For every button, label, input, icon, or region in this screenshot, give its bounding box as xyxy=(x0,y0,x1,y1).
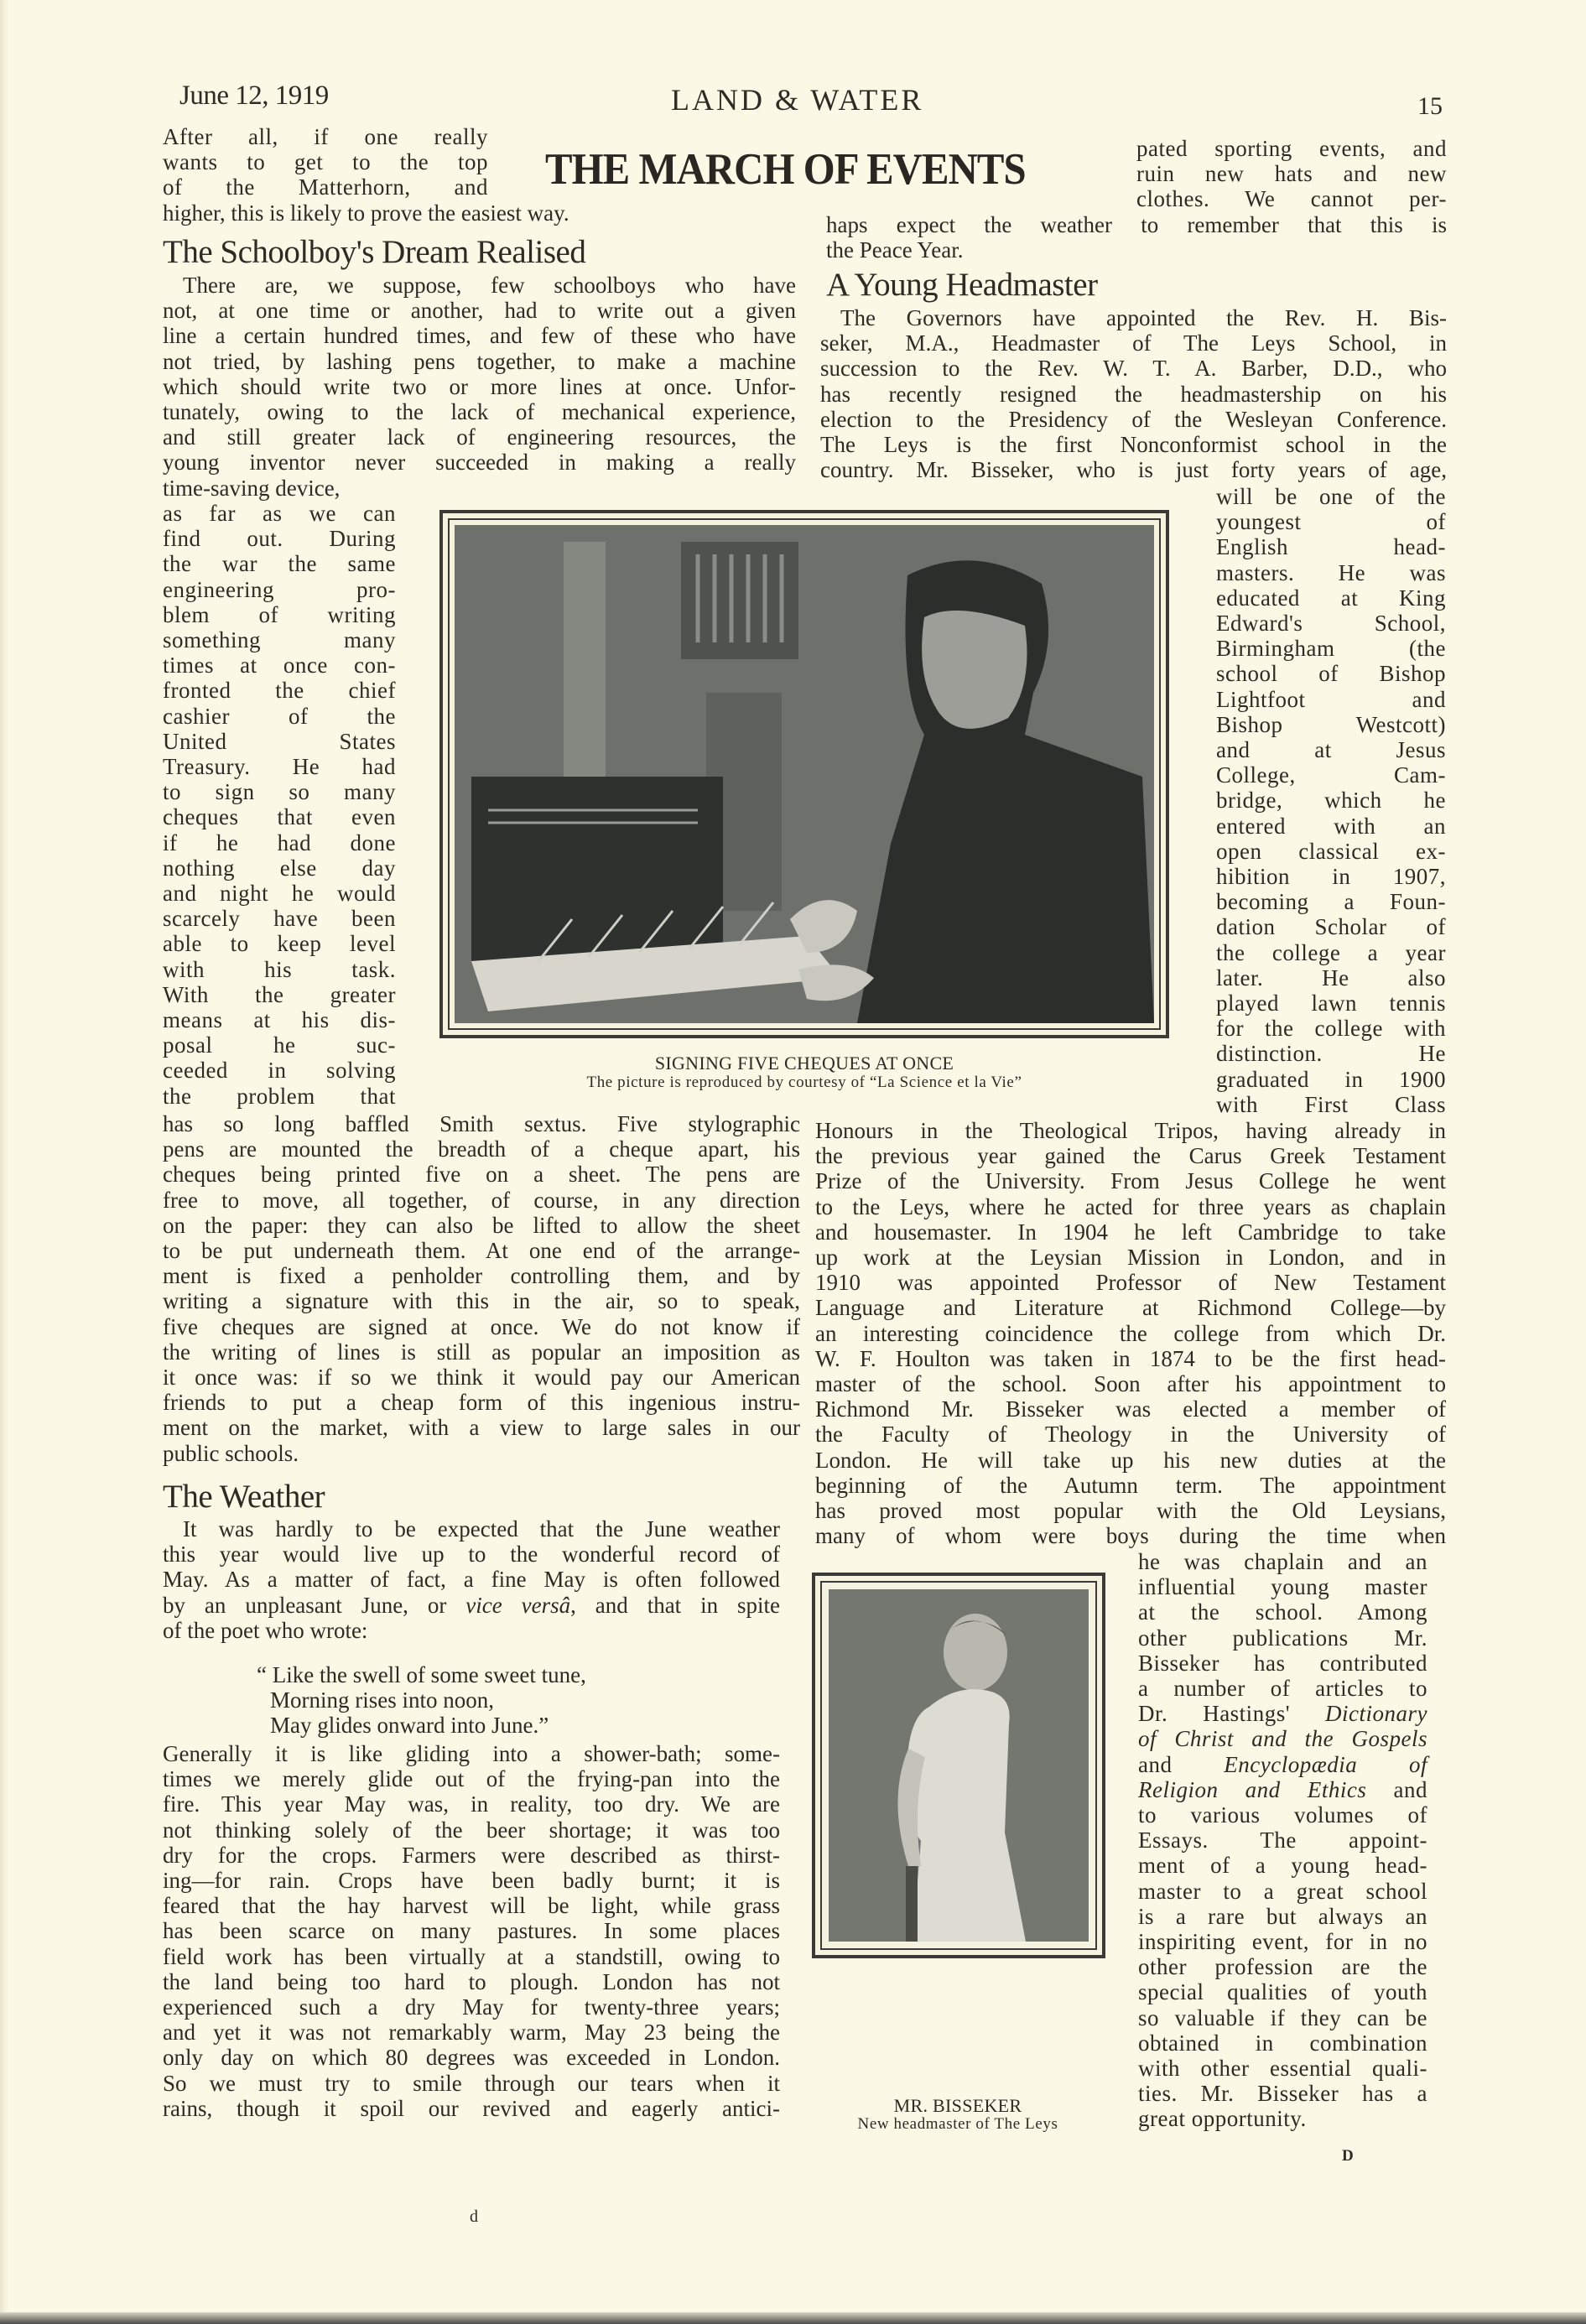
intro-narrow xyxy=(163,124,488,200)
text-line: entered with an xyxy=(1216,813,1446,839)
headmaster-paragraph xyxy=(820,305,1447,482)
text-line: ruin new hats and new xyxy=(1136,161,1447,187)
text-line: Birmingham (the xyxy=(1216,636,1446,662)
text-line: youngest of xyxy=(1216,509,1446,535)
text-line: beginning of the Autumn term. The appointment xyxy=(815,1472,1446,1498)
text-line: to various volumes of xyxy=(1138,1802,1427,1828)
text-line: to sign so many xyxy=(163,779,396,805)
text-line: W. F. Houlton was taken in 1874 to be the first head- xyxy=(815,1345,1446,1371)
text-line: distinction. He xyxy=(1216,1041,1446,1067)
text-line: nothing else day xyxy=(163,855,396,881)
text-line: as far as we can xyxy=(163,501,396,526)
heading-schoolboy: The Schoolboy's Dream Realised xyxy=(163,234,586,270)
text-line: Essays. The appoint- xyxy=(1138,1827,1427,1853)
text-line: pated sporting events, and xyxy=(1136,136,1447,161)
headmaster-narrow-column xyxy=(1216,484,1446,1117)
text-line: ceeded in solving xyxy=(163,1058,396,1084)
text-line: Language and Literature at Richmond College—by xyxy=(815,1295,1446,1321)
text-line: With the greater xyxy=(163,981,396,1007)
text-line: Prize of the University. From Jesus College he went xyxy=(815,1168,1446,1194)
text-line: tunately, owing to the lack of mechanical experience, xyxy=(163,399,796,425)
text-line: influential young master xyxy=(1138,1574,1427,1600)
text-line: not thinking solely of the beer shortage; it was too xyxy=(163,1817,780,1843)
text-line: London. He will take up his new duties at the xyxy=(815,1447,1446,1473)
text-line: It was hardly to be expected that the June weather xyxy=(183,1516,780,1542)
text-fragment: and xyxy=(1138,1751,1173,1777)
text-line: master of the school. Soon after his appointment to xyxy=(815,1371,1446,1397)
verse-line: “ Like the swell of some sweet tune, xyxy=(257,1662,586,1687)
text-line: later. He also xyxy=(1216,964,1446,990)
text-line: writing a signature with this in the air, so to speak, xyxy=(163,1288,800,1314)
text-line: the writing of lines is still as popular an imposition as xyxy=(163,1339,800,1365)
text-line: ment of a young head- xyxy=(1138,1853,1427,1879)
section-title: THE MARCH OF EVENTS xyxy=(545,145,1026,194)
text-line: posal he suc- xyxy=(163,1032,396,1058)
italic-title: Encyclopædia xyxy=(1224,1751,1358,1777)
text-line xyxy=(163,1593,780,1618)
italic-title: Dictionary xyxy=(1325,1701,1427,1727)
text-line: has proved most popular with the Old Leysians, xyxy=(815,1498,1446,1524)
cheque-signing-illustration xyxy=(455,525,1154,1023)
text-line: master to a great school xyxy=(1138,1878,1427,1904)
text-line: So we must try to smile through our tears when it xyxy=(163,2070,780,2096)
text-line: higher, this is likely to prove the easiest way. xyxy=(163,200,569,226)
text-line: English head- xyxy=(1216,534,1446,560)
text-line: the land being too hard to plough. London has not xyxy=(163,1968,780,1994)
text-line: election to the Presidency of the Wesleyan Conference. xyxy=(820,406,1447,432)
text-line: played lawn tennis xyxy=(1216,990,1446,1016)
verse-line: Morning rises into noon, xyxy=(270,1687,494,1713)
text-line: times at once con- xyxy=(163,652,396,678)
text-line: the Faculty of Theology in the University of xyxy=(815,1422,1446,1448)
text-line: cheques being printed five on a sheet. The pens are xyxy=(163,1162,800,1188)
text-line: Richmond Mr. Bisseker was elected a member of xyxy=(815,1396,1446,1422)
text-line: 1910 was appointed Professor of New Testament xyxy=(815,1270,1446,1296)
text-line: ing—for rain. Crops have been badly burnt; it is xyxy=(163,1868,780,1894)
text-line: wants to get to the top xyxy=(163,149,488,175)
text-line: find out. During xyxy=(163,526,396,552)
text-line: school of Bishop xyxy=(1216,661,1446,687)
text-line xyxy=(1138,1777,1427,1802)
text-line: which should write two or more lines at once. Unfor- xyxy=(163,373,796,399)
text-line: other publications Mr. xyxy=(1138,1625,1427,1651)
text-line: something many xyxy=(163,627,396,653)
text-fragment: by an unpleasant June, or xyxy=(163,1592,447,1618)
cheque-signing-photo xyxy=(455,525,1154,1023)
text-line: the previous year gained the Carus Greek Testament xyxy=(815,1143,1446,1169)
text-line: masters. He was xyxy=(1216,559,1446,585)
text-line: if he had done xyxy=(163,829,396,855)
text-line: The Governors have appointed the Rev. H. Bis- xyxy=(840,305,1447,330)
text-line: has been scarce on many pastures. In some places xyxy=(163,1918,780,1944)
text-line: great opportunity. xyxy=(1138,2106,1307,2132)
text-line: seker, M.A., Headmaster of The Leys School, in xyxy=(820,330,1447,356)
text-line: hibition in 1907, xyxy=(1216,864,1446,890)
text-line: an interesting coincidence the college from which Dr. xyxy=(815,1320,1446,1346)
text-line: pens are mounted the breadth of a cheque apart, his xyxy=(163,1136,800,1162)
text-line: blem of writing xyxy=(163,601,396,627)
text-fragment: , and that in spite xyxy=(570,1592,781,1618)
text-line: means at his dis- xyxy=(163,1007,396,1033)
text-line: haps expect the weather to remember that this is xyxy=(826,212,1447,237)
text-line: scarcely have been xyxy=(163,906,396,932)
weather-continued-full xyxy=(826,212,1447,263)
signature-mark: D xyxy=(1342,2147,1354,2165)
text-line: open classical ex- xyxy=(1216,838,1446,864)
text-line: and yet it was not remarkably warm, May 23 being the xyxy=(163,2020,780,2046)
text-line: not, at one time or another, had to write out a given xyxy=(163,298,796,324)
text-line: clothes. We cannot per- xyxy=(1136,186,1447,212)
text-line: to the Leys, where he acted for three years as chaplain xyxy=(815,1193,1446,1219)
text-line: Lightfoot and xyxy=(1216,686,1446,712)
text-line: engineering pro- xyxy=(163,576,396,602)
text-line: with First Class xyxy=(1216,1091,1446,1117)
heading-headmaster: A Young Headmaster xyxy=(826,267,1098,303)
text-line: it once was: if so we think it would pay our American xyxy=(163,1365,800,1391)
text-line: times we merely glide out of the frying-pan into the xyxy=(163,1766,780,1792)
text-line: educated at King xyxy=(1216,585,1446,611)
schoolboy-paragraph xyxy=(163,273,796,476)
text-line: cashier of the xyxy=(163,703,396,729)
text-line: only day on which 80 degrees was exceeded in London. xyxy=(163,2045,780,2071)
text-line: fronted the chief xyxy=(163,678,396,704)
text-line: special qualities of youth xyxy=(1138,1979,1427,2005)
text-line: line a certain hundred times, and few of these who have xyxy=(163,323,796,349)
text-line: After all, if one really xyxy=(163,124,488,149)
text-line: friends to put a cheap form of this ingenious instru- xyxy=(163,1390,800,1416)
weather-paragraph-1 xyxy=(163,1516,780,1643)
text-line: with his task. xyxy=(163,956,396,982)
text-line: other profession are the xyxy=(1138,1954,1427,1980)
text-line: inspiriting event, for in no xyxy=(1138,1929,1427,1955)
text-line: Treasury. He had xyxy=(163,754,396,780)
text-line: has so long baffled Smith sextus. Five stylographic xyxy=(163,1111,800,1136)
text-line: he was chaplain and an xyxy=(1138,1549,1427,1574)
text-line: ties. Mr. Bisseker has a xyxy=(1138,2081,1427,2107)
heading-weather: The Weather xyxy=(163,1479,325,1515)
text-line: graduated in 1900 xyxy=(1216,1066,1446,1092)
cheques-caption-title: SIGNING FIVE CHEQUES AT ONCE xyxy=(654,1053,954,1074)
weather-continued-narrow xyxy=(1136,136,1447,212)
cheques-caption-credit: The picture is reproduced by courtesy of “La Science et la Vie” xyxy=(586,1074,1022,1091)
text-line: able to keep level xyxy=(163,931,396,957)
text-line: country. Mr. Bisseker, who is just forty years of age, xyxy=(820,457,1447,483)
text-line: The Leys is the first Nonconformist school in the xyxy=(820,432,1447,458)
italic-title: of Christ and the Gospels xyxy=(1138,1726,1427,1752)
text-line: the problem that xyxy=(163,1083,396,1109)
text-line: is a rare but always an xyxy=(1138,1903,1427,1929)
text-line: of the Matterhorn, and xyxy=(163,174,488,200)
text-fragment: and xyxy=(1393,1776,1428,1802)
page-number: 15 xyxy=(1417,92,1443,120)
poem-verse xyxy=(257,1662,586,1738)
text-line: United States xyxy=(163,728,396,754)
text-line: with other essential quali- xyxy=(1138,2056,1427,2082)
weather-paragraph-2 xyxy=(163,1741,780,2121)
text-line: There are, we suppose, few schoolboys who have xyxy=(183,273,796,298)
schoolboy-continuation xyxy=(163,1111,800,1466)
text-line: free to move, all together, of course, in any direction xyxy=(163,1187,800,1213)
text-line xyxy=(1138,1752,1427,1777)
text-line: and night he would xyxy=(163,881,396,907)
text-line: rains, though it spoil our revived and eagerly antici- xyxy=(163,2095,780,2121)
page-bottom-shadow xyxy=(0,2312,1586,2324)
text-line: and still greater lack of engineering resources, the xyxy=(163,424,796,450)
text-line: the college a year xyxy=(1216,939,1446,965)
issue-date: June 12, 1919 xyxy=(179,81,329,111)
text-line: this year would live up to the wonderful record of xyxy=(163,1542,780,1568)
text-line: public schools. xyxy=(163,1440,299,1466)
text-line: not tried, by lashing pens together, to make a machine xyxy=(163,348,796,374)
text-line: Bishop Westcott) xyxy=(1216,711,1446,737)
text-line: and at Jesus xyxy=(1216,737,1446,763)
text-line: dation Scholar of xyxy=(1216,914,1446,940)
intro-full xyxy=(163,200,800,226)
text-line: time-saving device, xyxy=(163,476,341,501)
text-fragment: Dr. Hastings' xyxy=(1138,1701,1291,1727)
text-line: young inventor never succeeded in making a really xyxy=(163,450,796,476)
text-line: feared that the hay harvest will be light, while grass xyxy=(163,1893,780,1919)
text-line: ment on the market, with a view to large sales in our xyxy=(163,1415,800,1441)
text-line: ment is fixed a penholder controlling them, and by xyxy=(163,1263,800,1289)
text-line: of the poet who wrote: xyxy=(163,1617,368,1643)
text-line: many of whom were boys during the time when xyxy=(815,1523,1446,1549)
text-line: the Peace Year. xyxy=(826,237,964,263)
text-line: Honours in the Theological Tripos, having already in xyxy=(815,1118,1446,1143)
text-line: field work has been virtually at a standstill, owing to xyxy=(163,1943,780,1969)
text-line: dry for the crops. Farmers were described as thirst- xyxy=(163,1842,780,1868)
text-line: bridge, which he xyxy=(1216,788,1446,814)
text-line xyxy=(1138,1726,1427,1751)
text-line: May. As a matter of fact, a fine May is often followed xyxy=(163,1567,780,1593)
italic-word: of xyxy=(1408,1751,1427,1777)
schoolboy-narrow-column xyxy=(163,501,396,1109)
text-line: cheques that even xyxy=(163,804,396,830)
text-line: will be one of the xyxy=(1216,484,1446,509)
text-line: the war the same xyxy=(163,551,396,577)
text-line: Generally it is like gliding into a shower-bath; some- xyxy=(163,1741,780,1766)
bisseker-caption-title: MR. BISSEKER xyxy=(893,2095,1022,2116)
text-line: at the school. Among xyxy=(1138,1599,1427,1625)
verse-line: May glides onward into June.” xyxy=(270,1713,549,1738)
text-line: and housemaster. In 1904 he left Cambridge to take xyxy=(815,1219,1446,1245)
text-line xyxy=(1138,1701,1427,1726)
text-line: Bisseker has contributed xyxy=(1138,1650,1427,1676)
text-line: becoming a Foun- xyxy=(1216,889,1446,915)
text-line: College, Cam- xyxy=(1216,762,1446,788)
page-binding-edge xyxy=(0,0,8,2324)
text-line: five cheques are signed at once. We do not know if xyxy=(163,1313,800,1339)
text-line: a number of articles to xyxy=(1138,1676,1427,1702)
bisseker-caption-sub: New headmaster of The Leys xyxy=(857,2115,1058,2133)
headmaster-middle xyxy=(815,1118,1446,1548)
text-line: up work at the Leysian Mission in London, and in xyxy=(815,1245,1446,1271)
text-line: so valuable if they can be xyxy=(1138,2004,1427,2030)
text-line: has recently resigned the headmastership on his xyxy=(820,381,1447,407)
text-line: succession to the Rev. W. T. A. Barber, D.D., who xyxy=(820,356,1447,382)
text-line: on the paper: they can also be lifted to allow the sheet xyxy=(163,1212,800,1238)
headmaster-final-narrow xyxy=(1138,1549,1427,2132)
text-line: experienced such a dry May for twenty-three years; xyxy=(163,1994,780,2020)
text-line: fire. This year May was, in reality, too dry. We are xyxy=(163,1791,780,1817)
bisseker-portrait-photo xyxy=(829,1589,1089,1942)
folio-mark: d xyxy=(470,2207,478,2226)
text-line: for the college with xyxy=(1216,1016,1446,1042)
italic-title: Religion and Ethics xyxy=(1138,1776,1367,1802)
italic-phrase: vice versâ xyxy=(465,1592,571,1618)
publication-masthead: LAND & WATER xyxy=(671,83,924,117)
bisseker-portrait-illustration xyxy=(829,1589,1089,1942)
text-line: to be put underneath them. At one end of the arrange- xyxy=(163,1238,800,1264)
schoolboy-short-line xyxy=(163,476,448,501)
photo-frame-bisseker xyxy=(812,1573,1105,1958)
photo-frame-cheques xyxy=(439,510,1169,1038)
text-line: Edward's School, xyxy=(1216,611,1446,637)
text-line: obtained in combination xyxy=(1138,2030,1427,2056)
